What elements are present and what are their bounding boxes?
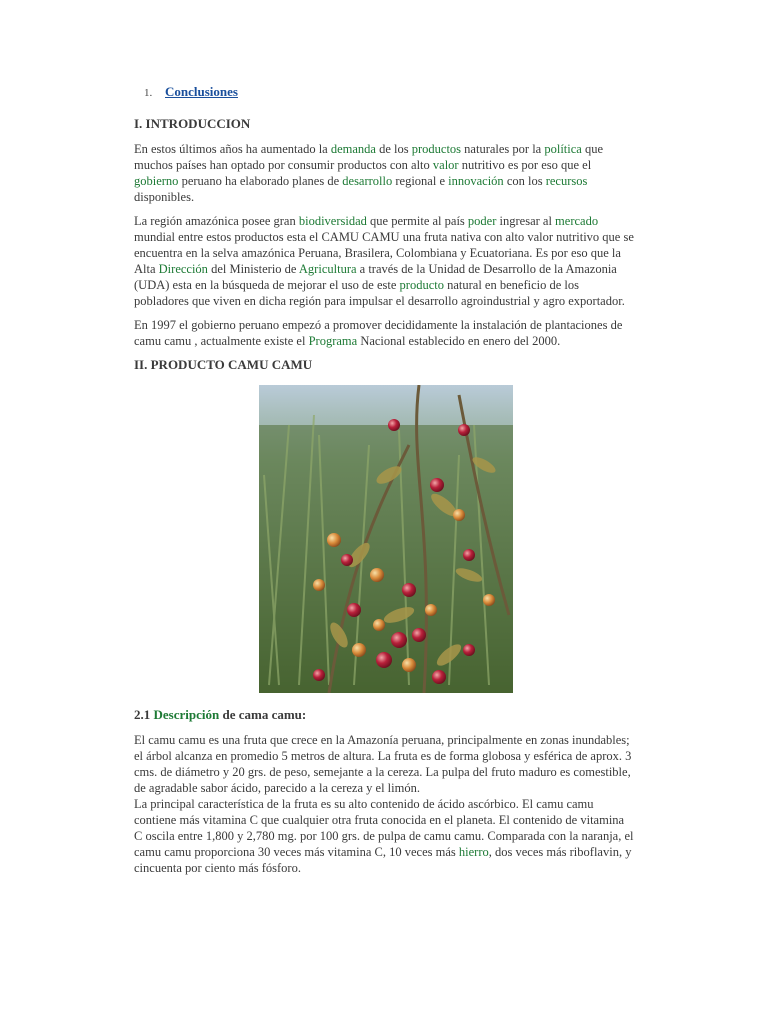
text-run: Nacional establecido en enero del 2000. [357,334,561,348]
text-run: El camu camu es una fruta que crece en la Amazonía peruana, principalmente en zonas inundables; el árbol alcanza en promedio 5 metros de altura. La fruta es de forma globosa y esférica de aprox. 3 cms. de diámetro y 20 grs. de peso, semejante a la cereza. La pulpa del fruto maduro es comestible, de agradable sabor ácido, parecido a la cereza y el limón. [134,733,632,795]
inline-link[interactable]: Agricultura [298,262,357,276]
text-run: regional e [392,174,449,188]
description-paragraph-1 [134,732,634,796]
text-run: del Ministerio de [207,262,299,276]
text-run: ingresar al [496,214,556,228]
text-run: En 1997 el gobierno peruano empezó a promover decididamente la instalación de plantaciones de camu camu , actualmente existe el [134,318,623,348]
inline-link[interactable]: producto [399,278,444,292]
intro-paragraph-2 [134,213,634,309]
inline-link[interactable]: Dirección [158,262,208,276]
inline-link[interactable]: productos [411,142,462,156]
document-content [134,84,634,884]
toc-link-conclusiones[interactable]: Conclusiones [165,84,238,99]
text-run: a través de la Unidad de Desarrollo de la Amazonia (UDA) esta en la búsqueda de mejorar el uso de este [134,262,617,292]
text-run: de los [375,142,412,156]
inline-link[interactable]: valor [432,158,459,172]
text-run: En estos últimos años ha aumentado la [134,142,331,156]
description-heading-suffix: de cama camu: [219,707,307,722]
toc-number: 1. [144,87,153,99]
text-run: con los [503,174,546,188]
text-run: peruano ha elaborado planes de [178,174,343,188]
text-run: nutritivo es por eso que el [458,158,592,172]
camu-camu-fruit-photo-icon [259,385,513,693]
description-heading-link[interactable]: Descripción [153,707,220,722]
text-run: La región amazónica posee gran [134,214,299,228]
inline-link[interactable]: gobierno [134,174,179,188]
inline-link[interactable]: mercado [555,214,599,228]
inline-link[interactable]: Programa [308,334,358,348]
product-heading: II. PRODUCTO CAMU CAMU [134,357,313,372]
text-run: mundial entre estos productos esta el CAMU CAMU una fruta nativa con alto valor nutritivo que se encuentra en la selva amazónica Peruana, Brasilera, Colombiana y Ecuatoriana. Es por eso que la Alta [134,230,634,276]
text-run: que muchos países han optado por consumir productos con alto [134,142,604,172]
text-run: que permite al país [366,214,468,228]
description-heading [134,707,634,723]
inline-link[interactable]: poder [467,214,497,228]
description-heading-number: 2.1 [134,707,154,722]
intro-paragraph-1 [134,141,634,205]
description-paragraph-2 [134,796,634,876]
inline-link[interactable]: política [544,142,582,156]
inline-link[interactable]: hierro [458,845,489,859]
inline-link[interactable]: desarrollo [342,174,393,188]
inline-link[interactable]: innovación [448,174,504,188]
text-run: La principal característica de la fruta es su alto contenido de ácido ascórbico. El camu camu contiene más vitamina C que cualquier otra fruta conocida en el planeta. El contenido de vitamina C oscila entre 1,800 y 2,780 mg. por 100 grs. de pulpa de camu camu. Comparada con la naranja, el camu camu proporciona 30 veces más vitamina C, 10 veces más [134,797,634,859]
text-run: naturales por la [461,142,545,156]
text-run: disponibles. [134,190,195,204]
text-run: natural en beneficio de los pobladores que viven en dicha región para impulsar el desarrollo agroindustrial y agro exportador. [134,278,625,308]
intro-heading: I. INTRODUCCION [134,116,251,131]
inline-link[interactable]: demanda [330,142,376,156]
inline-link[interactable]: recursos [545,174,588,188]
camu-camu-photo [259,385,513,693]
intro-paragraph-3 [134,317,634,349]
toc-entry [144,84,634,100]
text-run: , dos veces más riboflavin, y cincuenta por ciento más fósforo. [134,845,632,875]
inline-link[interactable]: biodiversidad [298,214,367,228]
